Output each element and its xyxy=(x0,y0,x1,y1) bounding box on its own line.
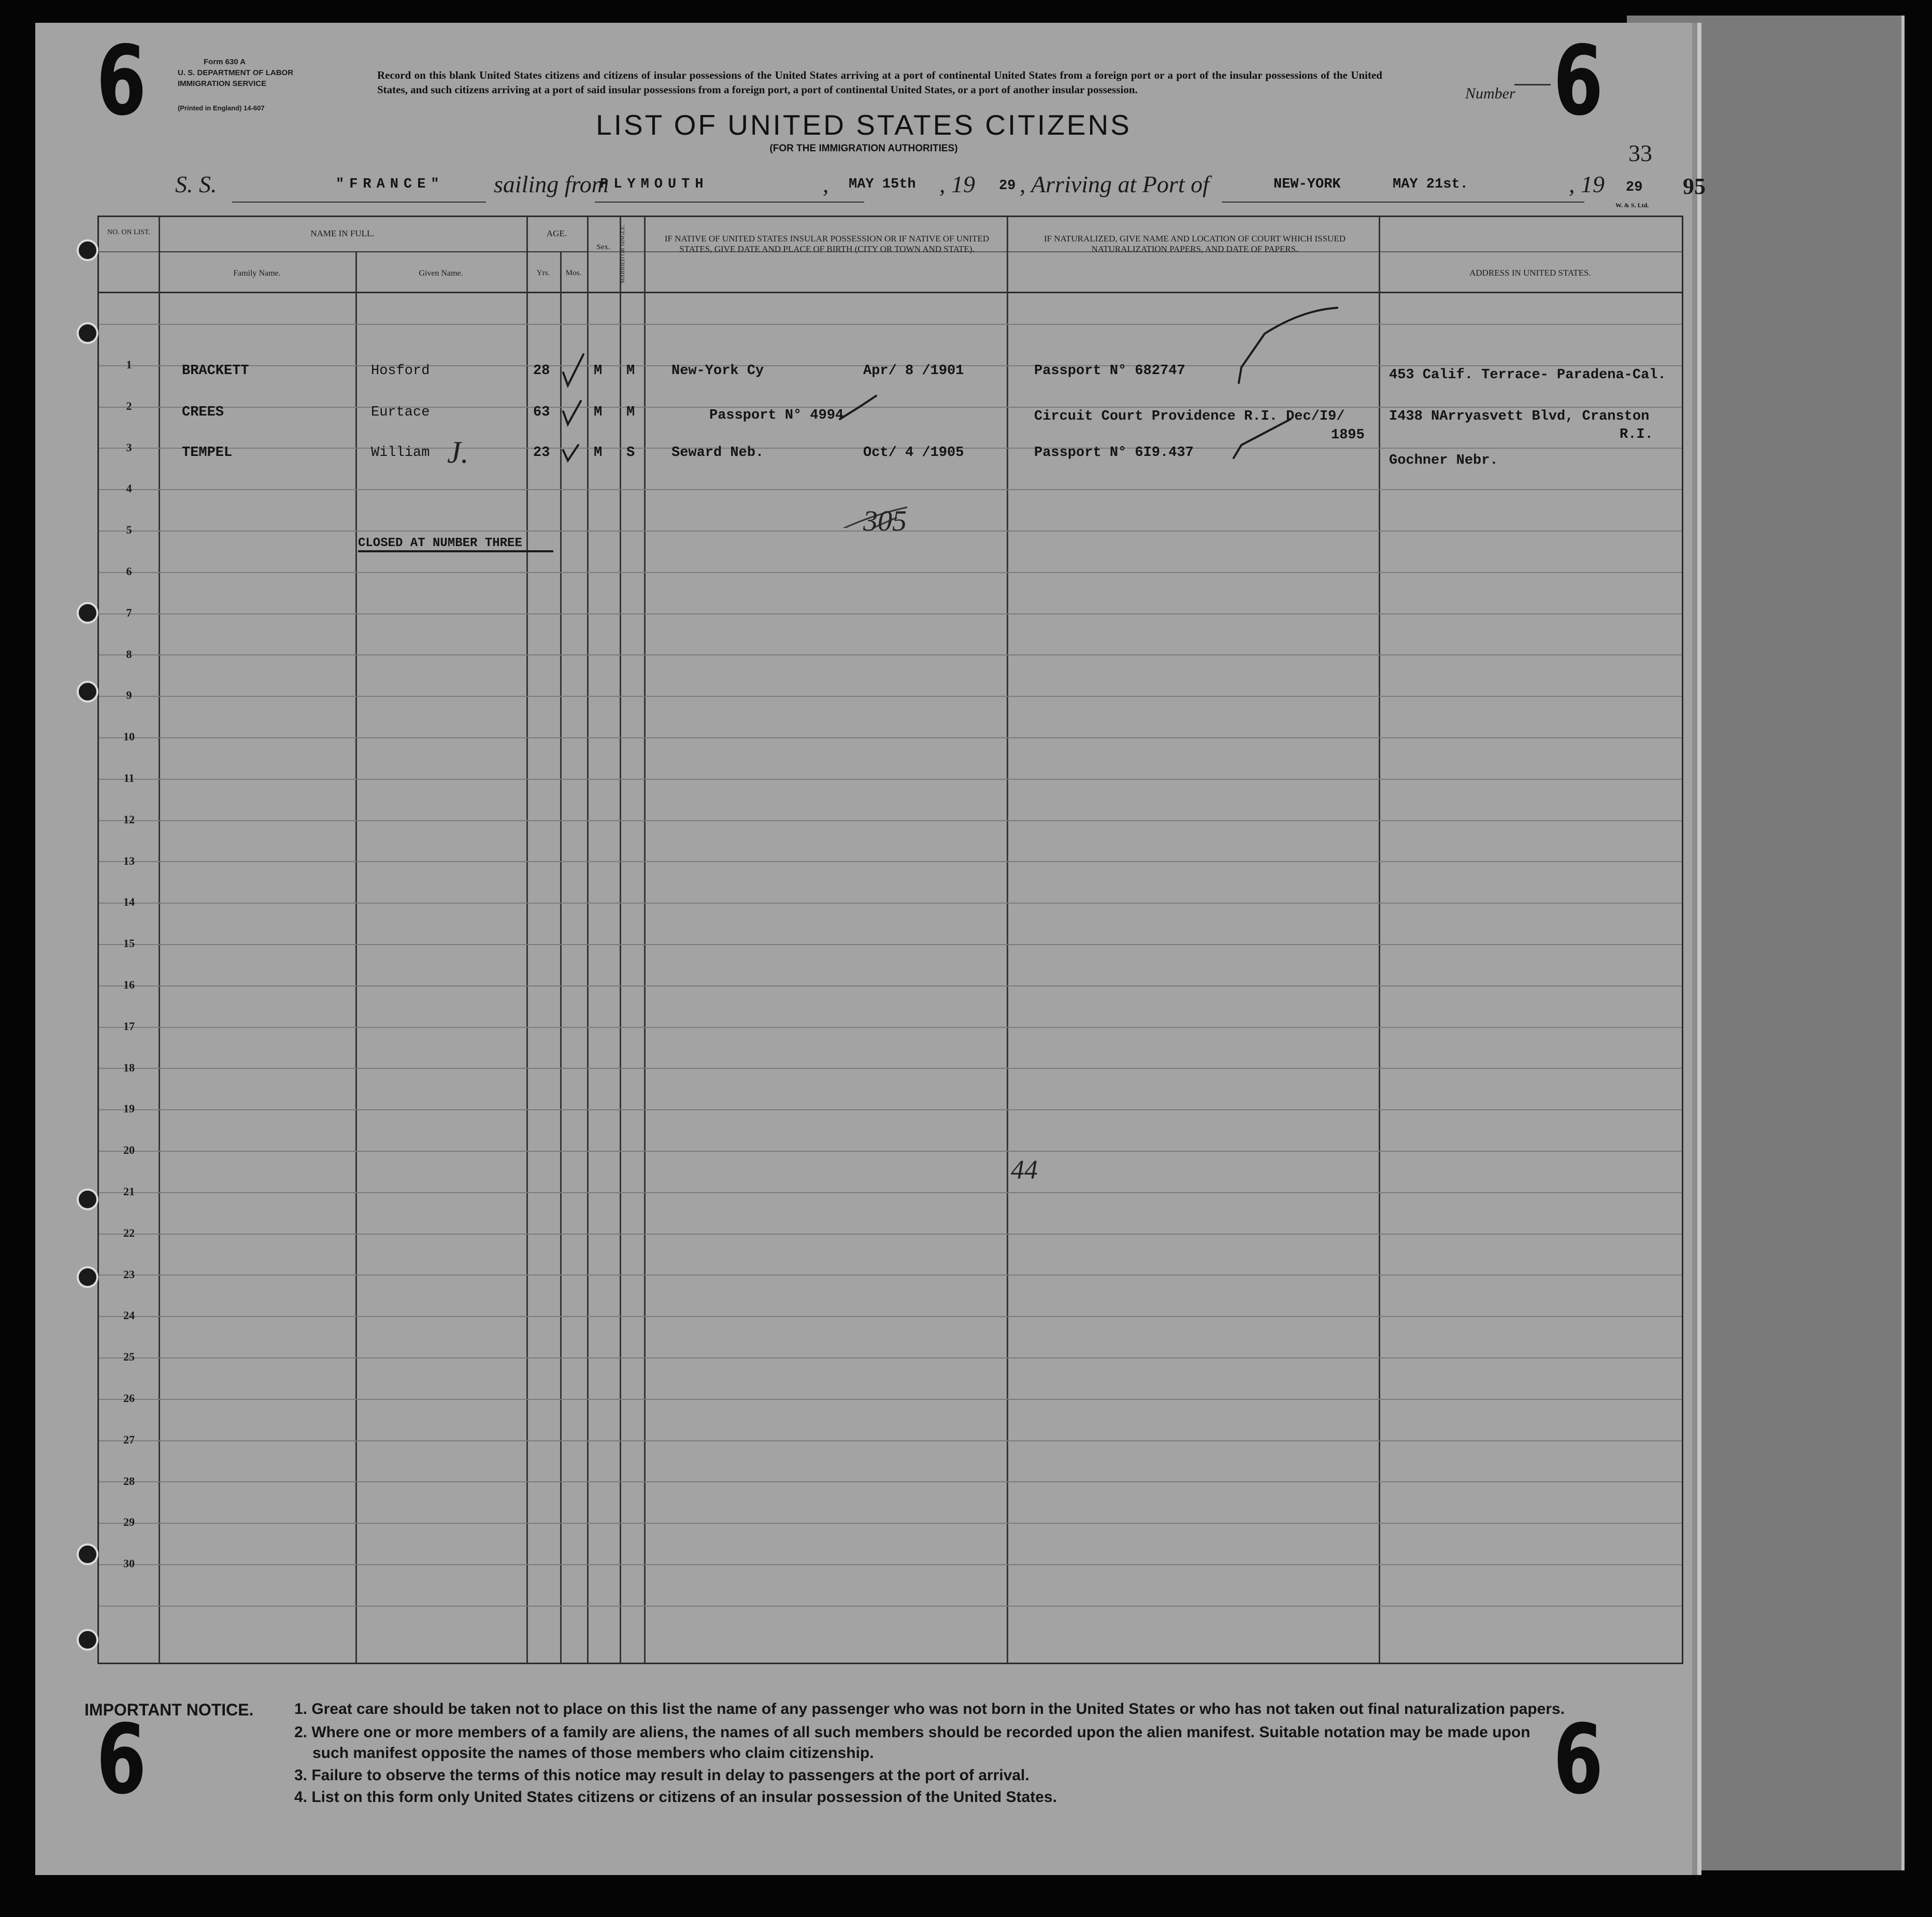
number-label: Number xyxy=(1465,85,1515,102)
row-rule xyxy=(99,613,1682,614)
row-number: 18 xyxy=(123,1061,135,1074)
handwritten-44: 44 xyxy=(1011,1155,1038,1185)
row-number: 3 xyxy=(126,440,132,454)
passenger-2-naturalization-year: 1895 xyxy=(1331,427,1365,443)
passenger-3-given-name: William xyxy=(371,445,430,461)
header-naturalized: IF NATURALIZED, GIVE NAME AND LOCATION OF COURT WHICH ISSUED NATURALIZATION PAPERS, AND DATE OF PAPERS. xyxy=(1043,234,1346,254)
passenger-3-birth-place: Seward Neb. xyxy=(671,445,764,461)
row-number: 19 xyxy=(123,1102,135,1115)
row-rule xyxy=(99,1606,1682,1607)
row-number: 8 xyxy=(126,647,132,661)
row-rule xyxy=(99,1151,1682,1152)
instructions-text: Record on this blank United States citizens and citizens of insular possessions of the United States arriving at a port of continental United States from a foreign port or a port of the insular possessions of the United States, and such citizens arriving at a port of said insular possessions from a foreign port, a port of continental United States, or a port of another insular possession. xyxy=(377,69,1382,96)
row-rule xyxy=(99,944,1682,945)
row-rule xyxy=(99,985,1682,986)
row-number: 11 xyxy=(123,771,135,784)
binder-hole-icon xyxy=(77,1543,98,1565)
row-number: 29 xyxy=(123,1515,135,1529)
handwritten-305: 305 xyxy=(863,505,907,537)
header-age: AGE. xyxy=(546,228,567,238)
ship-underline xyxy=(232,202,486,203)
header-family-name: Family Name. xyxy=(233,269,281,278)
row-rule xyxy=(99,696,1682,697)
passenger-2-address: I438 NArryasvett Blvd, Cranston xyxy=(1389,409,1650,424)
row-rule xyxy=(99,779,1682,780)
row-rule xyxy=(99,1192,1682,1193)
passenger-2-given-name: Eurtace xyxy=(371,405,430,420)
row-number: 26 xyxy=(123,1392,135,1405)
row-rule xyxy=(99,1027,1682,1028)
binder-hole-icon xyxy=(77,1266,98,1288)
form-edition: (Printed in England) 14-607 xyxy=(178,104,265,112)
row-number: 6 xyxy=(126,565,132,578)
row-number: 25 xyxy=(123,1350,135,1364)
passenger-1-family-name: BRACKETT xyxy=(182,363,249,379)
passenger-3-birth-date: Oct/ 4 /1905 xyxy=(863,445,964,461)
row-rule xyxy=(99,1523,1682,1524)
row-rule xyxy=(99,737,1682,738)
page-title: LIST OF UNITED STATES CITIZENS xyxy=(596,109,1132,141)
passenger-1-given-name: Hosford xyxy=(371,363,430,379)
passenger-2-naturalization: Circuit Court Providence R.I. Dec/I9/ xyxy=(1034,409,1345,424)
arriving-label: , Arriving at Port of xyxy=(1020,171,1209,197)
notice-item-1: 1. Great care should be taken not to place on this list the name of any passenger who was not born in the United States or who has not taken out final naturalization papers. xyxy=(294,1700,1565,1718)
passenger-2-family-name: CREES xyxy=(182,405,224,420)
arrival-year: 29 xyxy=(1626,180,1643,195)
header-sex: Sex. xyxy=(596,243,610,251)
row-rule xyxy=(99,1316,1682,1317)
arrival-year-prefix: , 19 xyxy=(1569,171,1605,197)
passenger-3-marital: S xyxy=(626,445,635,461)
row-rule xyxy=(99,1275,1682,1276)
passenger-1-sex: M xyxy=(594,363,603,379)
passenger-3-sex: M xyxy=(594,445,603,461)
row-number: 2 xyxy=(126,399,132,412)
row-number: 10 xyxy=(123,730,135,743)
header-age-yrs: Yrs. xyxy=(536,269,550,277)
ship-name: "FRANCE" xyxy=(336,177,445,192)
row-rule xyxy=(99,1357,1682,1358)
corner-number-bottom-right: 6 xyxy=(1553,1704,1604,1815)
row-number: 22 xyxy=(123,1226,135,1239)
row-number: 24 xyxy=(123,1309,135,1322)
row-number: 27 xyxy=(123,1433,135,1446)
row-number: 28 xyxy=(123,1474,135,1487)
passenger-3-naturalization: Passport N° 6I9.437 xyxy=(1034,445,1194,461)
row-rule xyxy=(99,820,1682,821)
row-number: 4 xyxy=(126,482,132,495)
binder-hole-icon xyxy=(77,602,98,624)
sailing-label: sailing from xyxy=(494,171,609,197)
passenger-3-given-initial: J. xyxy=(447,435,469,469)
manifest-sheet: 6 6 6 6 Form 630 A U. S. DEPARTMENT OF LABOR IMMIGRATION SERVICE (Printed in England) 14-607 Record on this blank United States citizens and citizens of insular possessions of the United States arriving at a port of continental United States from a foreign port or a port of the insular possessions of the United States, and such citizens arriving at a port of said insular possessions from a foreign port, a port of continental United States, or a port of another insular possession. LIST OF UNITED STATES CITIZENS (FOR THE IMMIGRATION AUTHORITIES) Number 33 95 S. S. "FRANCE" sailing from PLYMOUTH , MAY 15th , 19 29 , Arriving at Port of NEW-YORK MAY 21st. , 19 29 W. & S. Ltd. NO. ON LIST. NAME IN FULL. Family Name. Given Name. AGE. Yrs. Mos. Sex. MARRIED OR SINGLE. IF NATIVE OF UNITED STATES INSULAR POSSESSION OR IF NATIVE OF UNITED STATES, GIVE DATE AND PLACE OF BIRTH (CITY OR TOWN AND STATE). IF NATURALIZED, GIVE NAME AND LOCATION OF COURT WHICH ISSUED NATURALIZATION PAPERS, AND DATE OF PAPERS. ADDRESS IN UNITED STATES. 1 2 3 4 5 6 7 8 9 10 11 12 13 14 15 16 17 18 19 20 21 22 23 24 25 26 27 28 29 30 BRACKETT Hosford 28 M M New-York Cy Apr/ 8 /1901 Passport N° 682747 453 Calif. Terrace- Paradena-Cal. CREES Eurtace 63 M M Passport N° 4994 Circuit Court Providence R.I. Dec/I9/ 1895 I438 NArryasvett Blvd, Cranston R.I. TEMPEL William J. 23 M S Seward Neb. Oct/ 4 /1905 Passport N° 6I9.437 Gochner Nebr. CLOSED AT NUMBER THREE 305 44 IMPORTANT NOTICE. 1. Great care should be taken not to place on this list the name of any passenger who was not born in the United States or who has not taken out final naturalization papers. 2. Where one or more members of a family are aliens, the names of all such members should be recorded upon the alien manifest. Suitable notation may be made upon such manifest opposite the names of those members who claim citizenship. 3. Failure to observe the terms of this notice may result in delay to passengers at the port of arrival. 4. List on this form only United States citizens or citizens of an insular possession of the United States. xyxy=(35,23,1692,1875)
passenger-2-age-yrs: 63 xyxy=(533,405,550,420)
edge-stamp: 95 xyxy=(1683,174,1706,199)
header-no-on-list: NO. ON LIST. xyxy=(107,228,150,236)
passenger-2-marital: M xyxy=(626,405,635,420)
passenger-1-birth-place: New-York Cy xyxy=(671,363,764,379)
passenger-1-naturalization: Passport N° 682747 xyxy=(1034,363,1185,379)
year-prefix: , 19 xyxy=(939,171,975,197)
row-number: 30 xyxy=(123,1557,135,1570)
printer-mark: W. & S. Ltd. xyxy=(1615,202,1649,209)
row-number: 1 xyxy=(126,358,132,371)
form-department: U. S. DEPARTMENT OF LABOR xyxy=(178,68,294,77)
check-mark-icon xyxy=(1234,419,1291,458)
row-number: 13 xyxy=(123,854,135,867)
row-rule xyxy=(99,1068,1682,1069)
row-number: 14 xyxy=(123,895,135,909)
number-blank-line xyxy=(1514,84,1551,85)
binder-hole-icon xyxy=(77,681,98,703)
port-underline xyxy=(595,202,864,203)
check-mark-icon xyxy=(563,401,581,424)
sail-year: 29 xyxy=(999,178,1016,194)
row-number: 5 xyxy=(126,523,132,537)
row-number: 7 xyxy=(126,606,132,619)
row-number: 23 xyxy=(123,1267,135,1281)
corner-number-top-left: 6 xyxy=(96,25,147,137)
header-name-in-full: NAME IN FULL. xyxy=(310,228,375,238)
row-rule xyxy=(99,1399,1682,1400)
check-mark-icon xyxy=(840,396,876,419)
passenger-2-birth-place: Passport N° 4994 xyxy=(709,408,844,423)
row-rule xyxy=(99,1440,1682,1441)
notice-item-3: 3. Failure to observe the terms of this notice may result in delay to passengers at the port of arrival. xyxy=(294,1767,1029,1784)
header-married-single: MARRIED OR SINGLE. xyxy=(620,224,626,283)
header-given-name: Given Name. xyxy=(419,269,463,278)
form-service: IMMIGRATION SERVICE xyxy=(178,79,267,88)
closed-at-note: CLOSED AT NUMBER THREE xyxy=(358,536,553,552)
sail-date: MAY 15th xyxy=(849,177,916,192)
row-rule xyxy=(99,1109,1682,1110)
passenger-2-address-line-2: R.I. xyxy=(1620,427,1653,442)
page-stamp: 33 xyxy=(1628,140,1652,166)
form-block xyxy=(178,56,312,113)
passenger-3-age-yrs: 23 xyxy=(533,445,550,461)
passenger-1-age-yrs: 28 xyxy=(533,363,550,379)
row-rule xyxy=(99,861,1682,862)
page-subtitle: (FOR THE IMMIGRATION AUTHORITIES) xyxy=(769,143,958,154)
corner-number-bottom-left: 6 xyxy=(96,1704,147,1815)
binder-hole-icon xyxy=(77,1629,98,1651)
row-number: 16 xyxy=(123,978,135,991)
passenger-1-marital: M xyxy=(626,363,635,379)
row-number: 20 xyxy=(123,1143,135,1157)
row-rule xyxy=(99,654,1682,655)
row-number: 17 xyxy=(123,1019,135,1033)
corner-number-top-right: 6 xyxy=(1553,25,1604,137)
row-number: 15 xyxy=(123,937,135,950)
notice-item-2: 2. Where one or more members of a family are aliens, the names of all such members should be recorded upon the alien manifest. Suitable notation may be made upon xyxy=(294,1724,1530,1741)
header-address: ADDRESS IN UNITED STATES. xyxy=(1469,268,1591,278)
row-number: 12 xyxy=(123,812,135,826)
passenger-3-address: Gochner Nebr. xyxy=(1389,453,1498,468)
binder-hole-icon xyxy=(77,322,98,344)
binder-hole-icon xyxy=(77,239,98,261)
manifest-table xyxy=(97,216,1683,1664)
row-rule xyxy=(99,1564,1682,1565)
notice-item-4: 4. List on this form only United States citizens or citizens of an insular possession of the United States. xyxy=(294,1789,1057,1806)
row-rule xyxy=(99,1481,1682,1482)
arrival-port: NEW-YORK xyxy=(1273,177,1341,192)
check-mark-icon xyxy=(563,354,583,385)
form-number: Form 630 A xyxy=(204,58,246,66)
row-rule xyxy=(99,903,1682,904)
from-port: PLYMOUTH xyxy=(600,177,709,192)
row-number: 21 xyxy=(123,1185,135,1198)
header-native: IF NATIVE OF UNITED STATES INSULAR POSSESSION OR IF NATIVE OF UNITED STATES, GIVE DATE AND PLACE OF BIRTH (CITY OR TOWN AND STATE). xyxy=(664,234,990,254)
passenger-1-address: 453 Calif. Terrace- Paradena-Cal. xyxy=(1389,367,1666,383)
check-mark-icon xyxy=(563,445,578,461)
header-age-mos: Mos. xyxy=(565,269,582,277)
notice-heading: IMPORTANT NOTICE. xyxy=(84,1700,254,1719)
row-number: 9 xyxy=(126,689,132,702)
passenger-3-family-name: TEMPEL xyxy=(182,445,233,461)
notice-item-2-continued: such manifest opposite the names of those members who claim citizenship. xyxy=(312,1744,874,1762)
binder-hole-icon xyxy=(77,1189,98,1210)
arrival-underline xyxy=(1222,202,1584,203)
arrival-date: MAY 21st. xyxy=(1393,177,1468,192)
row-rule xyxy=(99,572,1682,573)
ss-label: S. S. xyxy=(175,171,217,197)
check-mark-icon xyxy=(1239,308,1337,383)
checkmarks-overlay xyxy=(99,217,1682,528)
passenger-2-sex: M xyxy=(594,405,603,420)
passenger-1-birth-date: Apr/ 8 /1901 xyxy=(863,363,964,379)
row-rule xyxy=(99,1234,1682,1235)
